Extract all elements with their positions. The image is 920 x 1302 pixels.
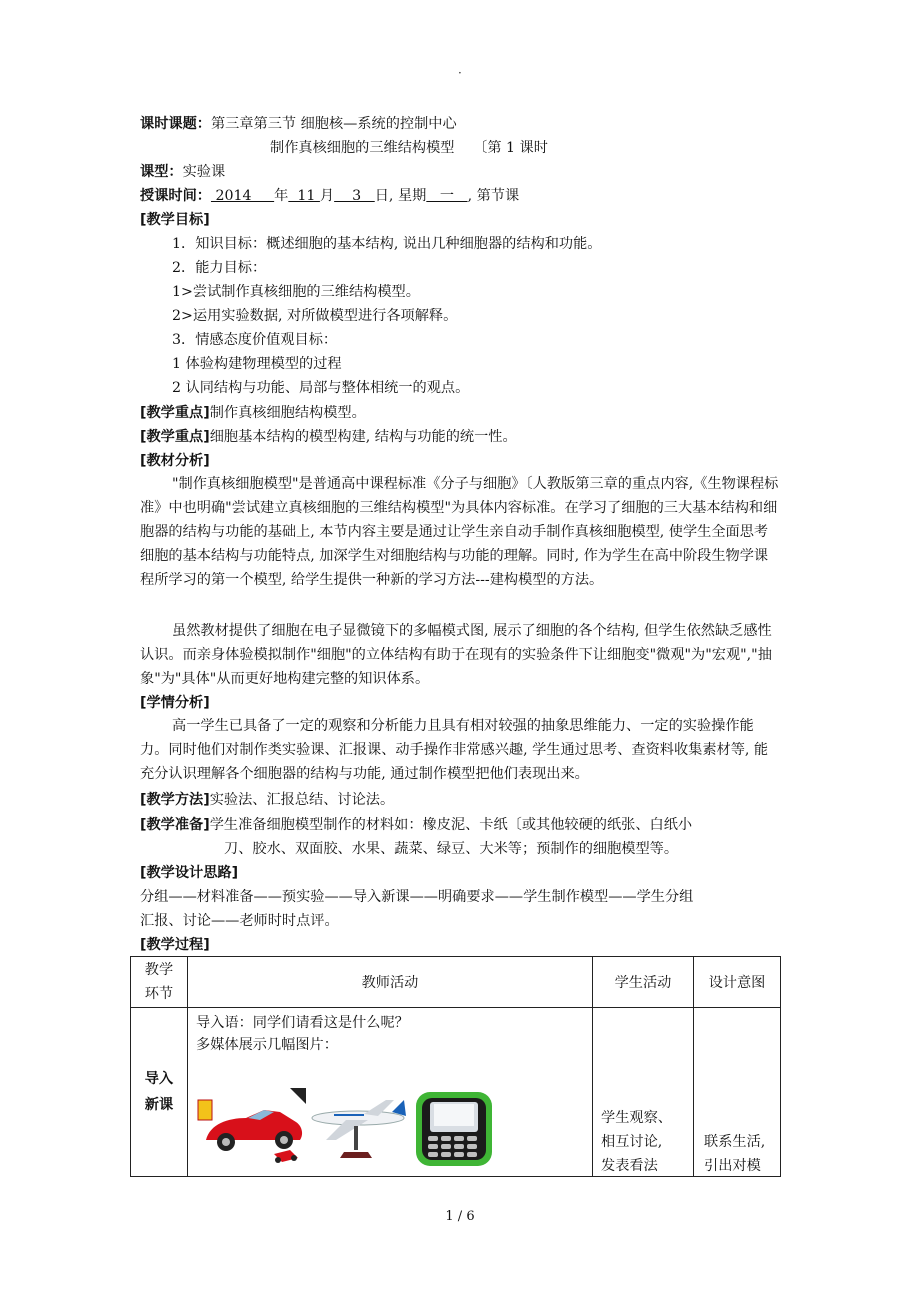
table-row: [131, 1008, 781, 1177]
lesson-type-value: 实验课: [182, 164, 226, 180]
objective-item: 1．知识目标：概述细胞的基本结构, 说出几种细胞器的结构和功能。: [172, 236, 602, 252]
difficulty-label: [教学重点]: [140, 429, 210, 445]
lesson-subtitle: 制作真核细胞的三维结构模型 〔第 1 课时: [270, 140, 548, 156]
header-intent: 设计意图: [694, 957, 781, 1008]
process-table: [130, 956, 781, 1177]
toy-car-image: [194, 1088, 306, 1168]
design-heading: [教学设计思路]: [140, 865, 239, 881]
student-cell: [593, 1008, 694, 1177]
students-heading: [学情分析]: [140, 695, 210, 711]
difficulty-line: [140, 427, 517, 447]
time-month: 11: [288, 188, 320, 204]
lesson-type-label: 课型：: [140, 164, 183, 180]
teacher-cell: [188, 1008, 593, 1177]
lesson-type-line: [140, 162, 225, 182]
objective-item: 2 认同结构与功能、局部与整体相统一的观点。: [172, 380, 470, 396]
students-paragraph: 高一学生已具备了一定的观察和分析能力且具有相对较强的抽象思维能力、一定的实验操作能力。同时他们对制作类实验课、汇报课、动手操作非常感兴趣, 学生通过思考、查资料收集素材等, 能充分认识理解各个细胞器的结构与功能, 通过制作模型把他们表现出来。: [140, 718, 769, 782]
header-teacher: 教师活动: [188, 957, 593, 1008]
preparation-text-2: 刀、胶水、双面胶、水果、蔬菜、绿豆、大米等；预制作的细胞模型等。: [224, 841, 679, 857]
time-tail: , 第节课: [467, 188, 520, 204]
time-day: 3: [334, 188, 375, 204]
difficulty-text: 细胞基本结构的模型构建, 结构与功能的统一性。: [209, 429, 517, 445]
lesson-title-label: 课时课题：: [140, 116, 211, 132]
objective-item: 1>尝试制作真核细胞的三维结构模型。: [172, 284, 420, 300]
time-year: 2014: [210, 188, 275, 204]
intent-cell: [694, 1008, 781, 1177]
header-stage: 教学 环节: [131, 957, 188, 1008]
preparation-text-1: 学生准备细胞模型制作的材料如：橡皮泥、卡纸〔或其他较硬的纸张、白纸小: [209, 817, 693, 833]
objective-item: 2>运用实验数据, 对所做模型进行各项解释。: [172, 308, 458, 324]
lesson-time-line: [140, 186, 519, 206]
page-number: 1 / 6: [445, 1209, 475, 1224]
design-text-2: 汇报、讨论——老师时时点评。: [140, 913, 339, 929]
table-header-row: [131, 957, 781, 1008]
lesson-time-label: 授课时间：: [140, 188, 211, 204]
methods-line: [140, 790, 394, 810]
analysis-paragraph-1: "制作真核细胞模型"是普通高中课程标准《分子与细胞》〔人教版第三章的重点内容,《生物课程标准》中也明确"尝试建立真核细胞的三维结构模型"为具体内容标准。在学习了细胞的三大基本结构和细胞器的结构与功能的基础上, 本节内容主要是通过让学生亲自动手制作真核细胞模型, 使学生全面思考细胞的基本结构与功能特点, 加深学生对细胞结构与功能的理解。同时, 作为学生在高中阶段生物学课程所学习的第一个模型, 给学生提供一种新的学习方法---建构模型的方法。: [140, 476, 779, 588]
stage-cell: 导入 新课: [131, 1008, 188, 1177]
objective-item: 2．能力目标：: [172, 260, 267, 276]
lesson-title-value: 第三章第三节 细胞核—系统的控制中心: [210, 116, 457, 132]
key-point-label: [教学重点]: [140, 405, 210, 421]
header-mark: ·: [458, 66, 462, 80]
teacher-line-2: 多媒体展示几幅图片：: [196, 1037, 338, 1053]
objective-item: 3．情感态度价值观目标：: [172, 332, 338, 348]
phone-image: [414, 1090, 494, 1168]
methods-text: 实验法、汇报总结、讨论法。: [209, 792, 395, 808]
methods-label: [教学方法]: [140, 792, 210, 808]
time-month-unit: 月: [319, 188, 335, 204]
time-year-unit: 年: [274, 188, 289, 204]
header-student: 学生活动: [593, 957, 694, 1008]
objectives-heading: [教学目标]: [140, 212, 210, 228]
lesson-title-line: [140, 114, 457, 134]
process-heading: [教学过程]: [140, 937, 210, 953]
preparation-line: [140, 815, 692, 835]
student-activity: 学生观察、 相互讨论, 发表看法: [601, 1110, 672, 1174]
time-day-unit: 日, 星期: [374, 188, 427, 204]
design-intent: 联系生活, 引出对模: [704, 1134, 766, 1174]
key-point-line: [140, 403, 366, 423]
preparation-label: [教学准备]: [140, 817, 210, 833]
analysis-heading: [教材分析]: [140, 453, 210, 469]
objective-item: 1 体验构建物理模型的过程: [172, 356, 342, 372]
time-weekday: 一: [426, 188, 468, 204]
airplane-model-image: [306, 1096, 406, 1166]
key-point-text: 制作真核细胞结构模型。: [209, 405, 366, 421]
teacher-line-1: 导入语：同学们请看这是什么呢？: [196, 1015, 409, 1031]
design-text-1: 分组——材料准备——预实验——导入新课——明确要求——学生制作模型——学生分组: [140, 889, 694, 905]
analysis-paragraph-2: 虽然教材提供了细胞在电子显微镜下的多幅模式图, 展示了细胞的各个结构, 但学生依然缺乏感性认识。而亲身体验模拟制作"细胞"的立体结构有助于在现有的实验条件下让细胞变"微观"为"宏观","抽象"为"具体"从而更好地构建完整的知识体系。: [140, 623, 772, 687]
